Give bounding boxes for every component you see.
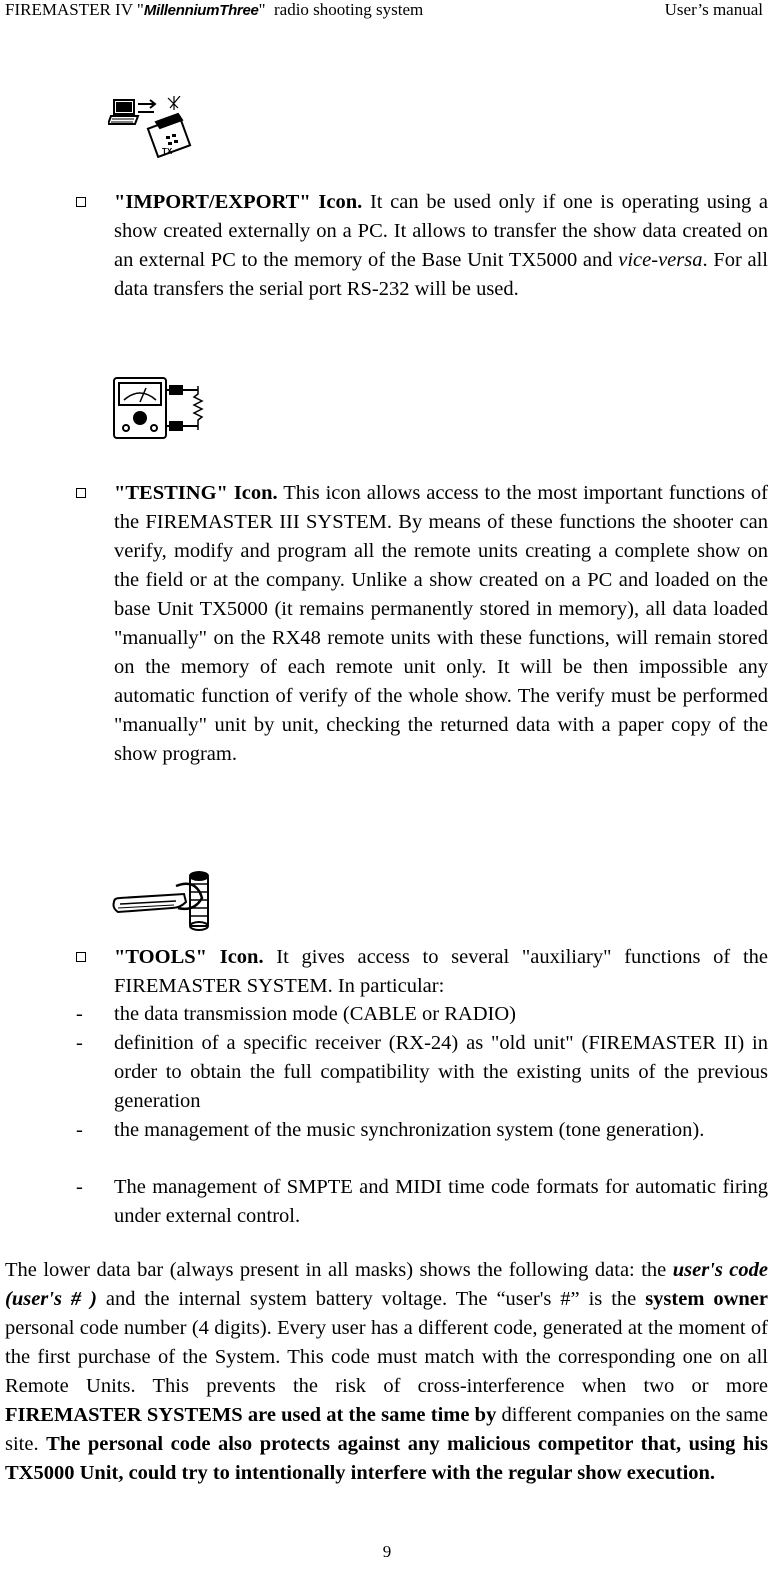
checkbox-bullet-icon [76, 197, 86, 207]
import-export-text: It can be used only if one is operating using a show created externally on a PC. It allows to transfer the show data created on an external PC to the memory of the Base Unit TX5000 and [114, 191, 768, 271]
tools-text: It gives access to several "auxiliary" functions of the FIREMASTER SYSTEM. In particular: [114, 946, 769, 997]
header-product: FIREMASTER IV "MillenniumThree" radio shooting system [5, 0, 424, 19]
list-dash: - [76, 1119, 83, 1141]
system-owner-term: system owner [645, 1288, 768, 1310]
list-item-text: The management of SMPTE and MIDI time code formats for automatic firing under external control. [114, 1176, 768, 1227]
list-dash: - [76, 1176, 83, 1198]
list-item-text: the management of the music synchronization system (tone generation). [114, 1119, 705, 1141]
svg-text:TX: TX [162, 147, 173, 156]
list-item [76, 1173, 768, 1231]
list-dash: - [76, 1003, 83, 1025]
header-brand: MillenniumThree [143, 2, 259, 19]
testing-icon [112, 376, 212, 442]
tools-icon [110, 868, 214, 932]
list-item-text: the data transmission mode (CABLE or RADIO) [114, 1003, 516, 1025]
users-code-term: user's code (user's # ) [5, 1259, 769, 1310]
testing-text: This icon allows access to the most important functions of the FIREMASTER III SYSTEM. By means of these functions the shooter can verify, modify and program all the remote units creating a complete show on the field or at the company. Unlike a show created on a PC and loaded on the base Unit TX5000 (it remains permanently stored in memory), all data loaded "manually" on the RX48 remote units with these functions, will remain stored on the memory of each remote unit only. It will be then impossible any automatic function of verify of the whole show. The verify must be performed "manually" unit by unit, checking the returned data with a paper copy of the show program. [114, 482, 769, 765]
checkbox-bullet-icon [76, 488, 86, 498]
import-export-text-end: . For all data transfers the serial port RS-232 will be used. [114, 249, 768, 300]
tools-item [76, 943, 768, 1001]
checkbox-bullet-icon [76, 952, 86, 962]
page-number: 9 [382, 1542, 392, 1561]
import-export-icon [108, 96, 196, 158]
tools-title: "TOOLS" Icon. [114, 946, 264, 968]
testing-title: "TESTING" Icon. [114, 482, 278, 504]
list-dash: - [76, 1032, 83, 1054]
import-export-italic: vice-versa [618, 249, 703, 271]
page-header [5, 0, 763, 22]
list-item [76, 1116, 768, 1145]
list-item [76, 1000, 768, 1029]
firemaster-systems-phrase: FIREMASTER SYSTEMS are used at the same time by [5, 1404, 497, 1426]
data-bar-paragraph: The lower data bar (always present in all masks) shows the following data: the user's code (user's # ) and the internal system battery voltage. The “user's #” is the system owner personal code number (4 digits). Every user has a different code, generated at the moment of the first purchase of the System. This code must match with the corresponding one on all Remote Units. This prevents the risk of cross-interference when two or more FIREMASTER SYSTEMS are used at the same time by different companies on the same site. The personal code also protects against any malicious competitor that, using his TX5000 Unit, could try to intentionally interfere with the regular show execution. [5, 1259, 769, 1484]
protection-statement: The personal code also protects against any malicious competitor that, using his TX5000 Unit, could try to intentionally interfere with the regular show execution. [5, 1433, 768, 1484]
import-export-item [76, 188, 768, 304]
header-manual-label: User’s manual [664, 0, 763, 19]
list-item [76, 1029, 768, 1116]
list-item-text: definition of a specific receiver (RX-24) as "old unit" (FIREMASTER II) in order to obtain the full compatibility with the existing units of the previous generation [114, 1032, 768, 1112]
testing-item [76, 479, 768, 769]
import-export-title: "IMPORT/EXPORT" Icon. [114, 191, 363, 213]
